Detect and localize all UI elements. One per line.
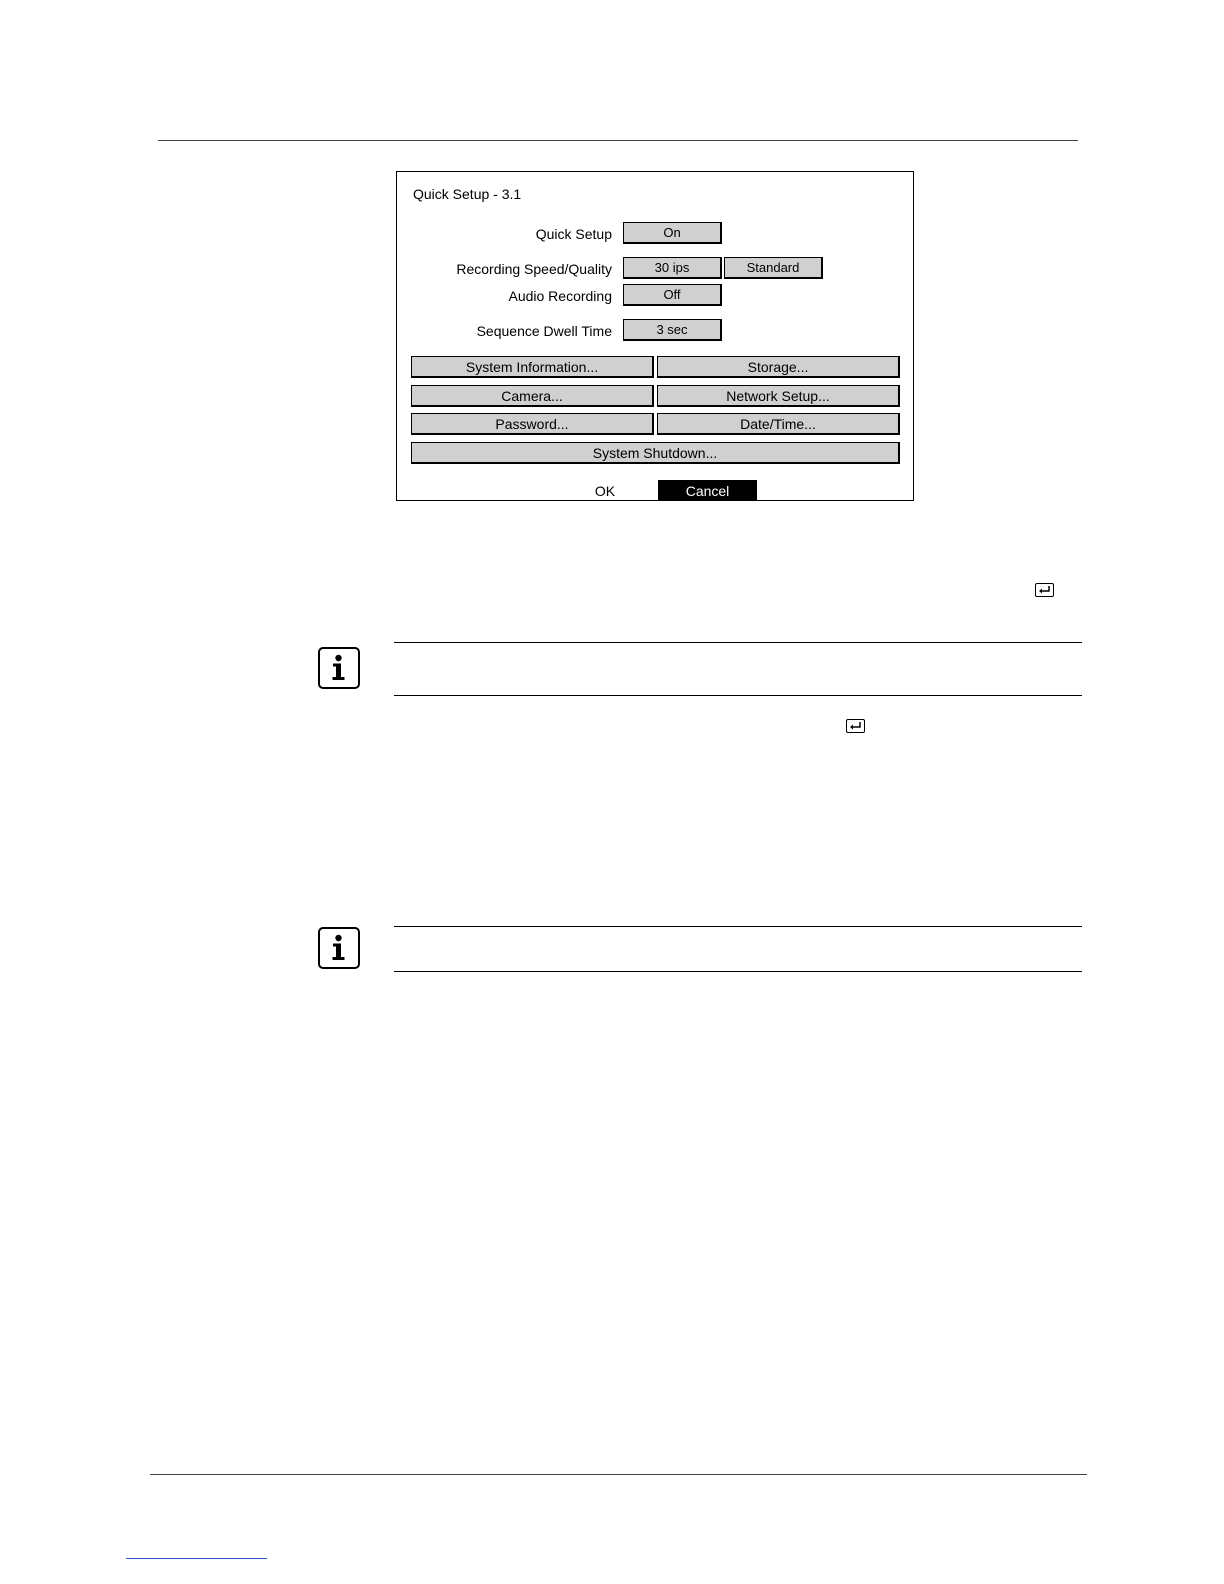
enter-key-icon: [846, 719, 865, 733]
cancel-button[interactable]: Cancel: [658, 480, 757, 501]
note-top-rule: [394, 926, 1082, 927]
password-button[interactable]: Password...: [411, 413, 654, 435]
note-bottom-rule: [394, 695, 1082, 696]
note-top-rule: [394, 642, 1082, 643]
recording-speed-quality-label: Recording Speed/Quality: [456, 261, 612, 277]
system-information-button[interactable]: System Information...: [411, 356, 654, 378]
footer-rule: [150, 1474, 1087, 1475]
info-icon: [318, 647, 360, 689]
date-time-button[interactable]: Date/Time...: [657, 413, 900, 435]
audio-recording-field[interactable]: Off: [623, 284, 722, 306]
note-bottom-rule: [394, 971, 1082, 972]
audio-recording-label: Audio Recording: [508, 288, 612, 304]
ok-button[interactable]: OK: [594, 482, 616, 499]
network-setup-button[interactable]: Network Setup...: [657, 385, 900, 407]
header-rule: [158, 140, 1078, 141]
sequence-dwell-time-label: Sequence Dwell Time: [476, 323, 612, 339]
dialog-title: Quick Setup - 3.1: [413, 186, 522, 202]
recording-speed-field[interactable]: 30 ips: [623, 257, 722, 279]
quick-setup-label: Quick Setup: [535, 226, 612, 242]
quick-setup-field[interactable]: On: [623, 222, 722, 244]
camera-button[interactable]: Camera...: [411, 385, 654, 407]
sequence-dwell-time-field[interactable]: 3 sec: [623, 319, 722, 341]
footer-link-underline[interactable]: [126, 1558, 267, 1559]
info-icon: [318, 927, 360, 969]
enter-key-icon: [1035, 583, 1054, 597]
storage-button[interactable]: Storage...: [657, 356, 900, 378]
quick-setup-dialog: [396, 171, 914, 501]
recording-quality-field[interactable]: Standard: [724, 257, 823, 279]
system-shutdown-button[interactable]: System Shutdown...: [411, 442, 900, 464]
